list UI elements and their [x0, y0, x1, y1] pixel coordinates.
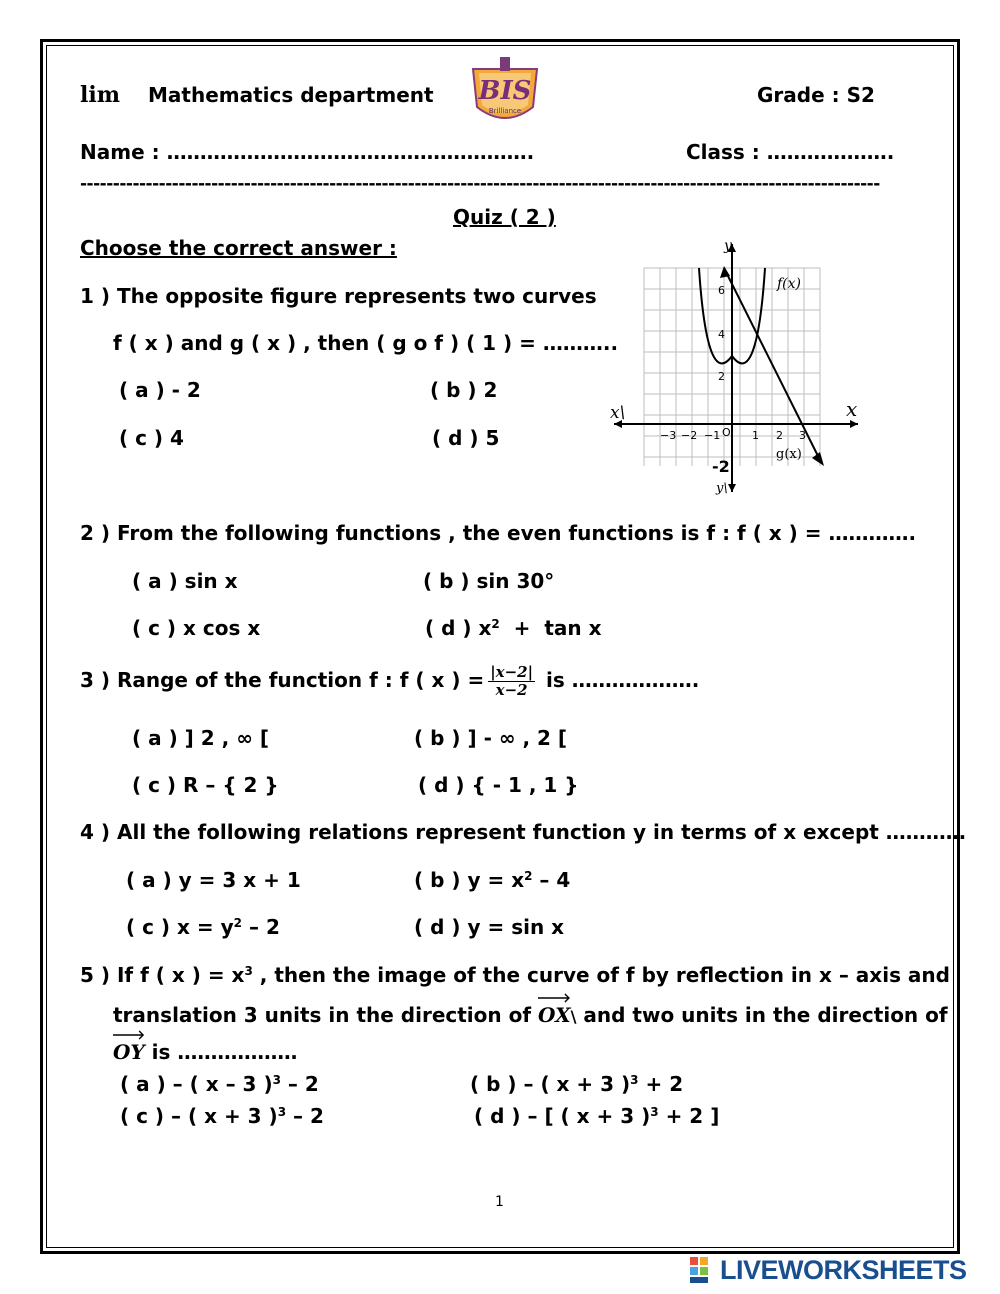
- liveworksheets-logo[interactable]: [690, 1256, 967, 1284]
- x-tick: 2: [776, 429, 783, 442]
- x-tick: −2: [681, 429, 698, 442]
- x-label: x: [846, 397, 858, 421]
- lim-label: lim: [80, 82, 120, 108]
- y-prime-arrow-icon: [728, 484, 736, 492]
- x-prime-label: x\: [610, 403, 626, 423]
- q3-text: 3 ) Range of the function f : f ( x ) = $\frac{|x-2|}{x-2}$ is ……………….: [80, 663, 700, 699]
- q1-option-c[interactable]: ( c ) 4: [119, 426, 184, 450]
- y-tick: 4: [718, 328, 725, 341]
- y-tick: 2: [718, 370, 725, 383]
- x-tick: 1: [752, 429, 759, 442]
- q1-option-d[interactable]: ( d ) 5: [432, 426, 500, 450]
- q4-text: 4 ) All the following relations represent function y in terms of x except …………: [80, 820, 966, 844]
- q3-option-c[interactable]: ( c ) R – { 2 }: [132, 773, 279, 797]
- q5-option-a[interactable]: ( a ) – ( x – 3 )$^3$ – 2: [120, 1072, 319, 1096]
- q1-text-line1: 1 ) The opposite figure represents two curves: [80, 284, 597, 308]
- vector-oy: OY: [113, 1040, 145, 1064]
- q4-option-d[interactable]: ( d ) y = sin x: [414, 915, 565, 939]
- name-field[interactable]: Name : ……………………………………………….: [80, 140, 535, 164]
- q5-option-d[interactable]: ( d ) – [ ( x + 3 )$^3$ + 2 ]: [474, 1104, 720, 1128]
- vector-ox: OX: [538, 1003, 571, 1027]
- department-title: Mathematics department: [148, 83, 434, 107]
- q2-text: 2 ) From the following functions , the even functions is f : f ( x ) = ………….: [80, 521, 917, 545]
- q1-text-line2: f ( x ) and g ( x ) , then ( g o f ) ( 1 ) = ………..: [113, 331, 619, 355]
- origin-label: O: [722, 426, 731, 439]
- page-number: 1: [495, 1194, 504, 1210]
- y-prime-label: y\: [716, 481, 728, 496]
- g-line-arrow-icon: [812, 452, 824, 466]
- q4-option-a[interactable]: ( a ) y = 3 x + 1: [126, 868, 301, 892]
- x-tick: −3: [660, 429, 677, 442]
- instruction: Choose the correct answer :: [80, 236, 397, 260]
- q2-option-d[interactable]: ( d ) $x^2 + \tan x$: [425, 616, 602, 640]
- quiz-title: Quiz ( 2 ): [453, 205, 556, 229]
- y-tick: 6: [718, 284, 725, 297]
- class-field[interactable]: Class : ……………….: [686, 140, 895, 164]
- liveworksheets-icon: [690, 1257, 720, 1283]
- q3-fraction: $\frac{|x-2|}{x-2}$: [490, 663, 534, 699]
- q5-text-line1: 5 ) If f ( x ) = $x^3$ , then the image of the curve of f by reflection in x – axis and: [80, 963, 950, 987]
- x-tick: −1: [704, 429, 721, 442]
- q4-option-c[interactable]: ( c ) $x = y^2 - 2$: [126, 915, 280, 939]
- vector-arrow-icon: [113, 1028, 145, 1040]
- logo-text: BIS: [478, 76, 532, 106]
- g-label: g(x): [776, 447, 802, 462]
- x-tick: 3: [799, 429, 806, 442]
- q3-option-b[interactable]: ( b ) ] - ∞ , 2 [: [414, 726, 568, 750]
- q3-option-d[interactable]: ( d ) { - 1 , 1 }: [418, 773, 579, 797]
- logo-caption: Brilliance: [488, 107, 522, 115]
- q5-text-line2: translation 3 units in the direction of OX\ and two units in the direction of: [113, 1003, 948, 1027]
- q5-text-line3: OY is ………………: [113, 1040, 297, 1064]
- vector-arrow-icon: [538, 991, 571, 1003]
- f-label: f(x): [777, 276, 802, 292]
- q5-option-b[interactable]: ( b ) – ( x + 3 )$^3$ + 2: [470, 1072, 684, 1096]
- liveworksheets-text: LIVEWORKSHEETS: [720, 1254, 967, 1285]
- q5-option-c[interactable]: ( c ) – ( x + 3 )$^3$ – 2: [120, 1104, 324, 1128]
- neg-y-tick: -2: [712, 457, 730, 476]
- q3-option-a[interactable]: ( a ) ] 2 , ∞ [: [132, 726, 269, 750]
- q2-option-a[interactable]: ( a ) sin x: [132, 569, 238, 593]
- q1-option-a[interactable]: ( a ) - 2: [119, 378, 201, 402]
- q4-option-b[interactable]: ( b ) $y = x^2 - 4$: [414, 868, 571, 892]
- grade-label: Grade : S2: [757, 83, 875, 107]
- separator-line: --------------------------------------------------------------------------------------------------------------------------: [80, 174, 880, 194]
- q2-option-c[interactable]: ( c ) x cos x: [132, 616, 261, 640]
- q1-option-b[interactable]: ( b ) 2: [430, 378, 498, 402]
- q2-option-b[interactable]: ( b ) sin 30°: [423, 569, 555, 593]
- x-axis-arrow-icon: [850, 420, 858, 428]
- function-graph: [606, 236, 868, 498]
- y-label: y: [724, 238, 732, 254]
- school-logo: [467, 55, 543, 129]
